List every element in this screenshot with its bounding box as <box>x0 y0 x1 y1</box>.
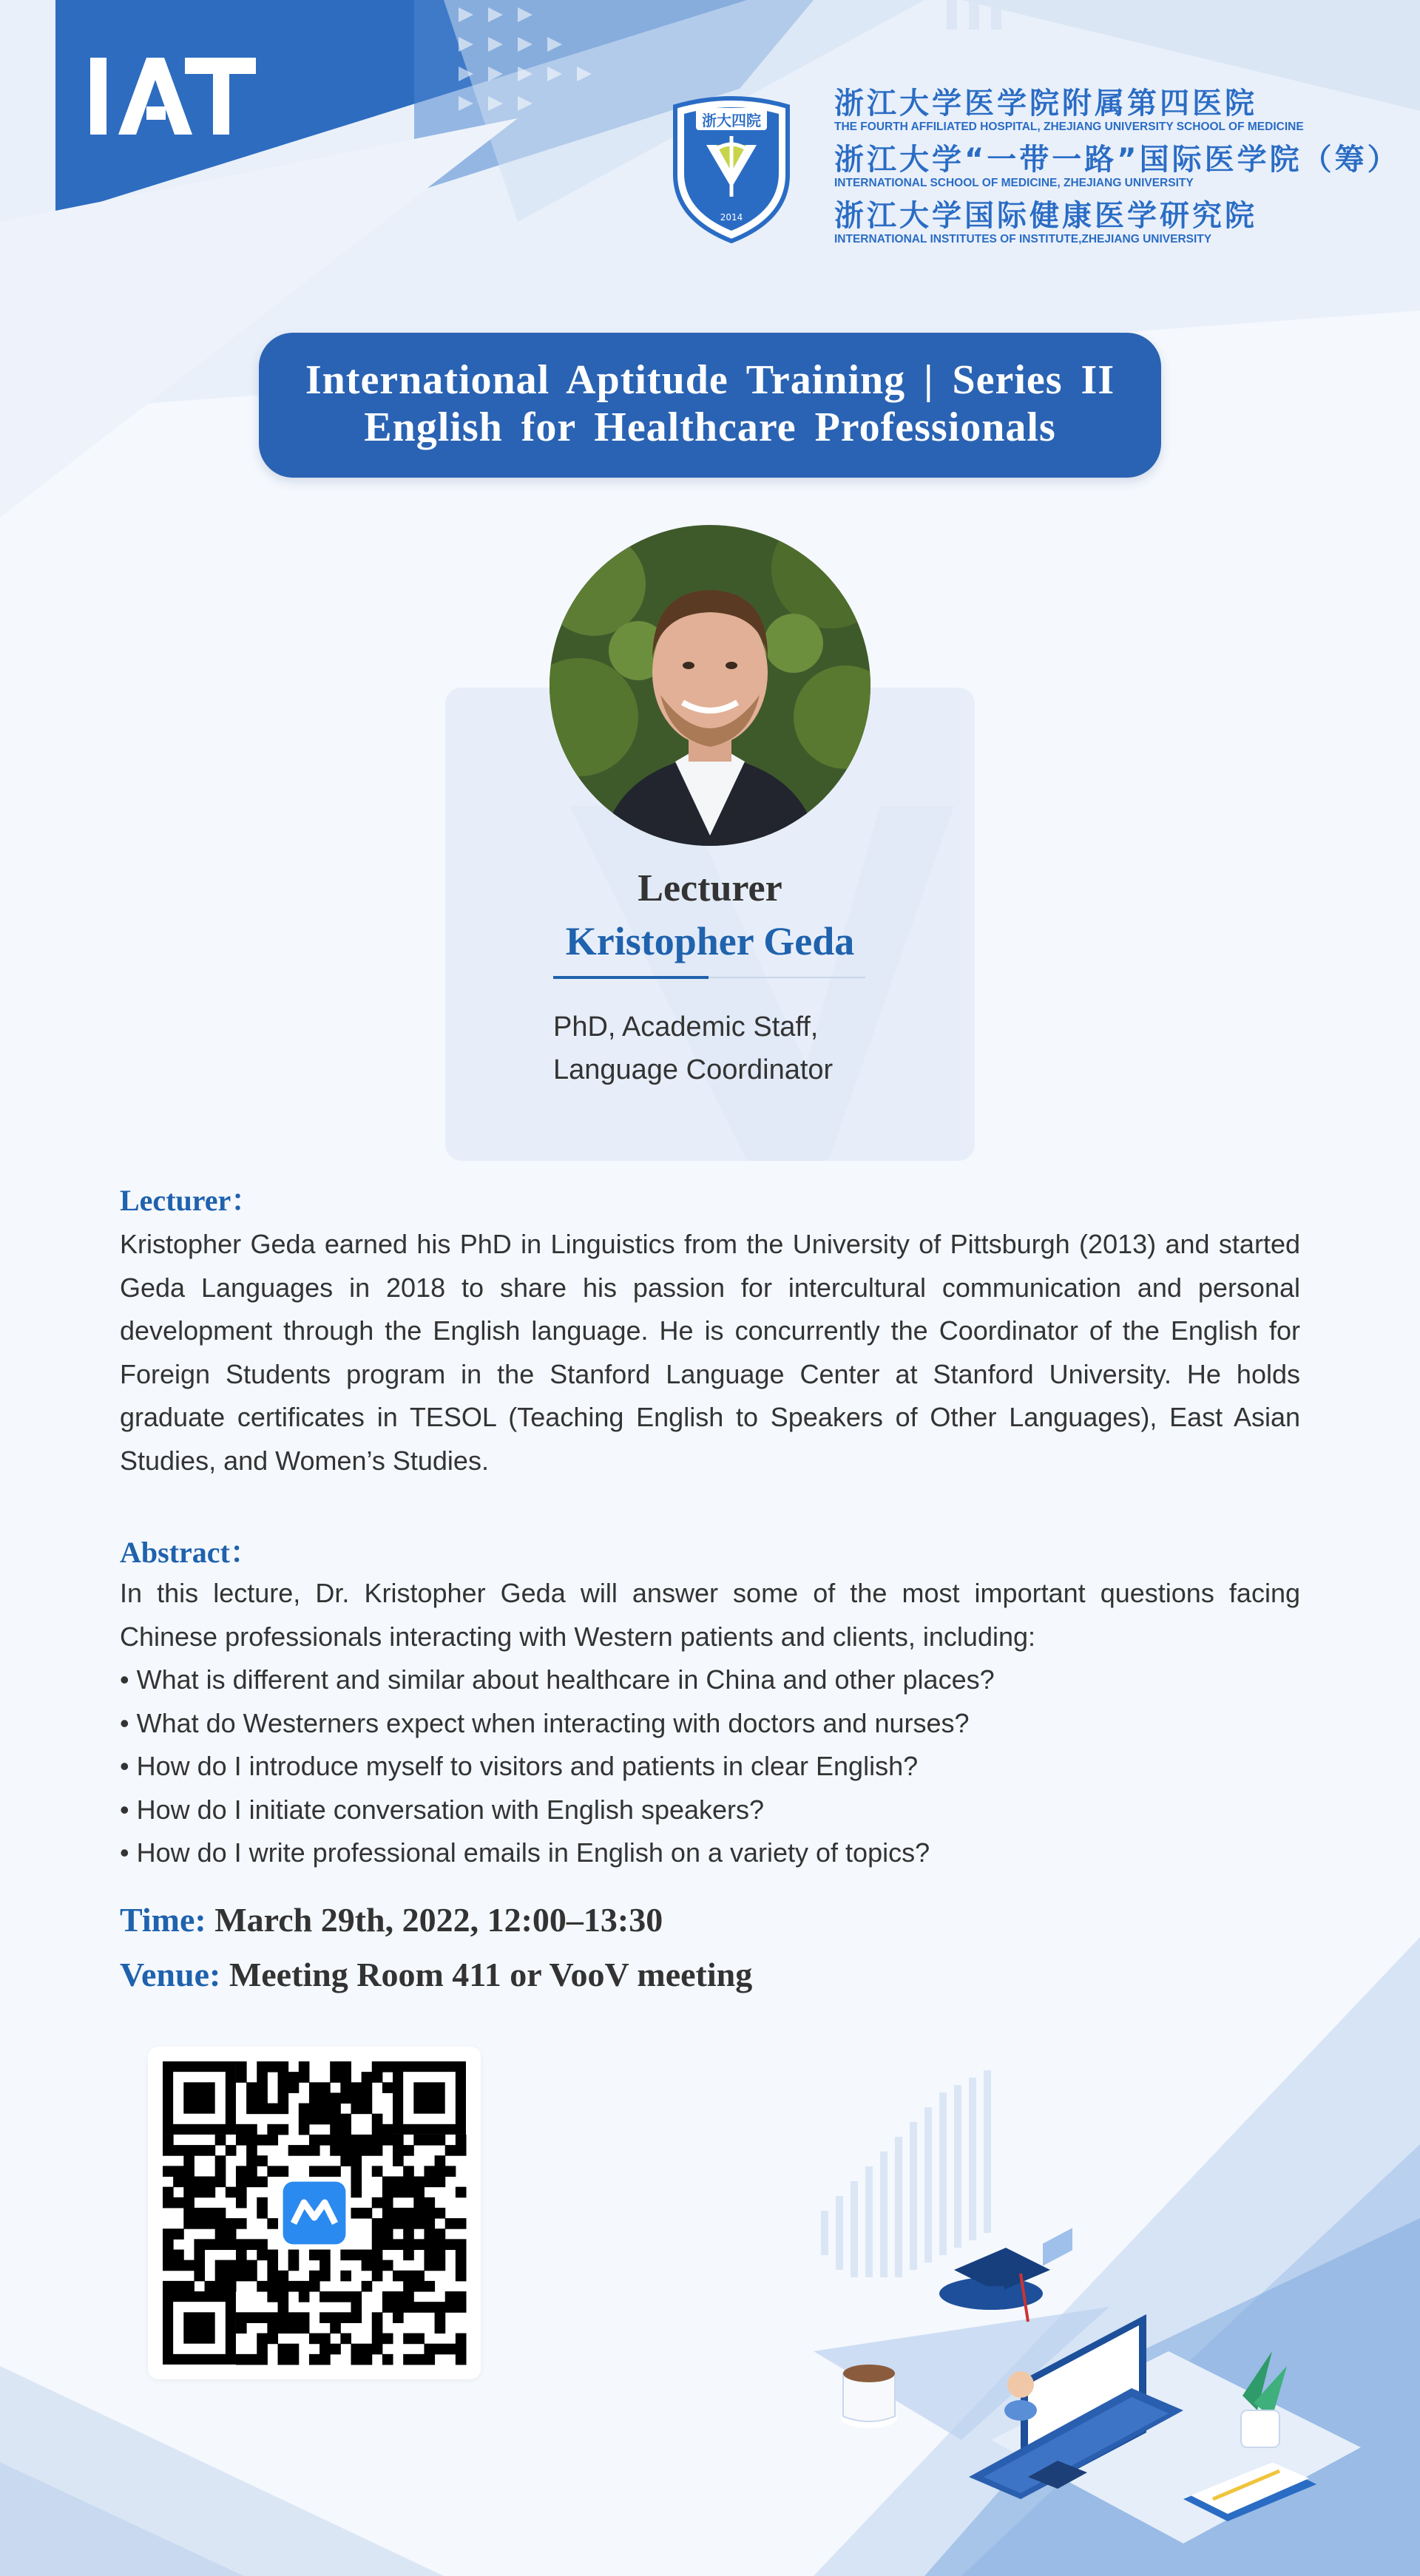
venue-label: Venue: <box>120 1956 221 1993</box>
hospital-name-zh-1: 浙江大学医学院附属第四医院 <box>834 87 1257 121</box>
abstract-section-heading: Abstract： <box>120 1536 260 1569</box>
name-underline-accent <box>553 976 709 979</box>
hospital-name-zh-3: 浙江大学国际健康医学研究院 <box>834 199 1257 233</box>
svg-text:浙大四院: 浙大四院 <box>702 112 761 129</box>
lecturer-role-line2: Language Coordinator <box>553 1054 834 1085</box>
hospital-names <box>834 87 1400 256</box>
hospital-name-en-3: INTERNATIONAL INSTITUTES OF INSTITUTE,ZHEJIANG UNIVERSITY <box>834 233 1212 245</box>
abstract-bullet: • What do Westerners expect when interacting with doctors and nurses? <box>120 1707 970 1738</box>
meeting-qr-code[interactable] <box>148 2047 481 2379</box>
online-learning-illustration <box>799 2129 1420 2576</box>
abstract-body <box>120 1572 1300 1875</box>
venue-value: Meeting Room 411 or VooV meeting <box>229 1956 753 1993</box>
banner-title-line1: International Aptitude Training | Series II <box>305 357 1115 403</box>
event-venue <box>120 1955 752 1994</box>
card-watermark-shape <box>562 799 976 1168</box>
abstract-bullet: • How do I write professional emails in English on a variety of topics? <box>120 1837 930 1868</box>
time-value: March 29th, 2022, 12:00–13:30 <box>214 1901 663 1939</box>
hospital-name-en-2: INTERNATIONAL SCHOOL OF MEDICINE, ZHEJIANG UNIVERSITY <box>834 177 1194 189</box>
abstract-bullet: • How do I initiate conversation with English speakers? <box>120 1794 765 1825</box>
hospital-name-en-1: THE FOURTH AFFILIATED HOSPITAL, ZHEJIANG UNIVERSITY SCHOOL OF MEDICINE <box>834 121 1304 133</box>
lecturer-role <box>553 1006 938 1091</box>
abstract-bullet: • What is different and similar about healthcare in China and other places? <box>120 1664 995 1695</box>
abstract-bullet: • How do I introduce myself to visitors and patients in clear English? <box>120 1751 919 1781</box>
hospital-emblem-logo <box>669 93 794 244</box>
lecturer-role-line1: PhD, Academic Staff, <box>553 1011 819 1043</box>
abstract-intro: In this lecture, Dr. Kristopher Geda will answer some of the most important questions facing Chinese professionals interacting with Western patients and clients, including: <box>120 1578 1300 1652</box>
event-time <box>120 1900 663 1939</box>
lecturer-card-title: Lecturer <box>638 867 782 909</box>
hospital-name-zh-2: 浙江大学“一带一路”国际医学院（筹） <box>834 143 1400 177</box>
title-banner <box>259 333 1161 478</box>
time-label: Time: <box>120 1901 206 1939</box>
banner-title-line2: English for Healthcare Professionals <box>364 404 1056 450</box>
qr-code-pattern <box>148 2047 481 2379</box>
iat-logo <box>89 52 259 140</box>
lecturer-name: Kristopher Geda <box>565 919 855 963</box>
name-underline-rule <box>709 977 865 978</box>
lecturer-photo <box>550 525 870 846</box>
lecturer-section-heading: Lecturer： <box>120 1184 261 1217</box>
lecturer-bio: Kristopher Geda earned his PhD in Linguistics from the University of Pittsburgh (2013) and started Geda Languages in 2018 to share his passion for intercultural communication and personal development through the English language. He is concurrently the Coordinator of the English for Foreign Students program in the Stanford Language Center at Stanford University. He holds graduate certificates in TESOL (Teaching English to Speakers of Other Languages), East Asian Studies, and Women’s Studies. <box>120 1229 1300 1476</box>
svg-text:2014: 2014 <box>720 212 743 223</box>
